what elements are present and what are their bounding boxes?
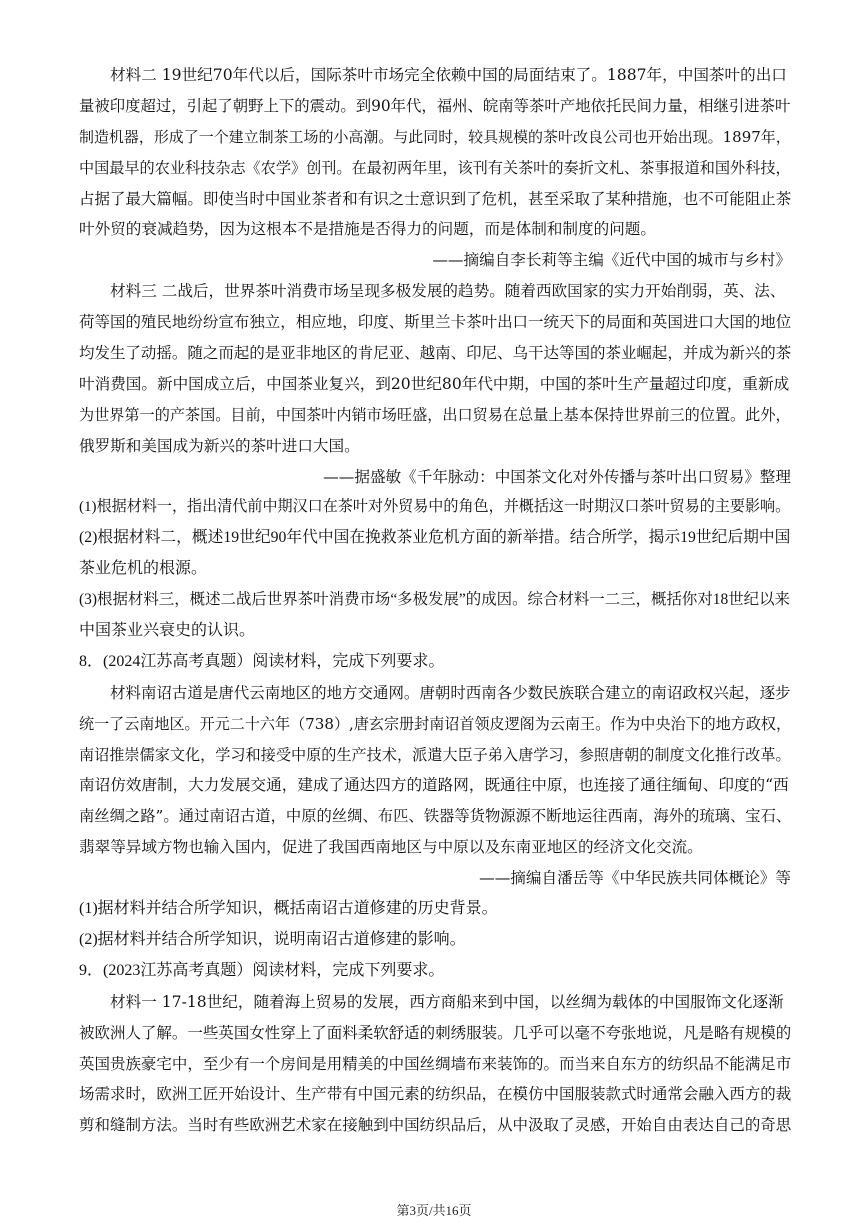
text-line: 为世界第一的产茶国。目前，中国茶叶内销市场旺盛，出口贸易在总量上基本保持世界前三的位置。此外， bbox=[79, 405, 791, 424]
question-line: (2)根据材料二，概述19世纪90年代中国在挽救茶业危机方面的新举措。结合所学，揭示19世纪后期中国 bbox=[79, 529, 791, 547]
text-line: 材料三 二战后，世界茶叶消费市场呈现多极发展的趋势。随着西欧国家的实力开始削弱，英、法、 bbox=[110, 282, 786, 301]
question-line: (3)根据材料三，概述二战后世界茶叶消费市场“多极发展”的成因。综合材料一二三，概括你对18世纪以来 bbox=[79, 591, 790, 609]
question-line: 9．(2023江苏高考真题）阅读材料，完成下列要求。 bbox=[79, 961, 445, 979]
text-line: 材料一 17-18世纪，随着海上贸易的发展，西方商船来到中国，以丝绸为载体的中国服饰文化逐渐 bbox=[110, 992, 784, 1011]
text-line: 叶消费国。新中国成立后，中国茶业复兴，到20世纪80年代中期，中国的茶叶生产量超过印度，重新成 bbox=[79, 374, 790, 393]
question-line: (1)根据材料一，指出清代前中期汉口在茶叶对外贸易中的角色，并概括这一时期汉口茶叶贸易的主要影响。 bbox=[79, 499, 791, 516]
text-line: 被欧洲人了解。一些英国女性穿上了面料柔软舒适的刺绣服装。几乎可以毫不夸张地说，凡是略有规模的 bbox=[79, 1023, 791, 1042]
question-line: (2)据材料并结合所学知识，说明南诏古道修建的影响。 bbox=[79, 930, 466, 948]
text-line: 场需求时，欧洲工匠开始设计、生产带有中国元素的纺织品，在模仿中国服装款式时通常会融入西方的裁 bbox=[79, 1085, 791, 1104]
source-citation: ——摘编自李长莉等主编《近代中国的城市与乡村》 bbox=[432, 251, 791, 270]
text-line: 英国贵族豪宅中，至少有一个房间是用精美的中国丝绸墙布来装饰的。而当来自东方的纺织品不能满足市 bbox=[79, 1054, 791, 1073]
text-line: 中国最早的农业科技杂志《农学》创刊。在最初两年里，该刊有关茶叶的奏折文札、茶事报道和国外科技， bbox=[79, 158, 791, 177]
document-body bbox=[79, 60, 791, 1141]
text-line: 制造机器，形成了一个建立制茶工场的小高潮。与此同时，较具规模的茶叶改良公司也开始出现。1897年， bbox=[79, 127, 791, 146]
text-line: 翡翠等异域方物也输入国内，促进了我国西南地区与中原以及东南亚地区的经济文化交流。 bbox=[79, 838, 703, 857]
question-line: (1)据材料并结合所学知识，概括南诏古道修建的历史背景。 bbox=[79, 900, 498, 918]
text-line: 南诏推崇儒家文化，学习和接受中原的生产技术，派遣大臣子弟入唐学习，参照唐朝的制度文化推行改革。 bbox=[79, 745, 791, 764]
text-line: 均发生了动摇。随之而起的是亚非地区的肯尼亚、越南、印尼、乌干达等国的茶业崛起，并成为新兴的茶 bbox=[79, 344, 791, 363]
source-citation: ——摘编自潘岳等《中华民族共同体概论》等 bbox=[479, 869, 791, 888]
question-line: 茶业危机的根源。 bbox=[79, 560, 208, 578]
text-line: 材料南诏古道是唐代云南地区的地方交通网。唐朝时西南各少数民族联合建立的南诏政权兴起，逐步 bbox=[110, 683, 791, 702]
question-line: 中国茶业兴衰史的认识。 bbox=[79, 622, 256, 640]
question-line: 8．(2024江苏高考真题）阅读材料，完成下列要求。 bbox=[79, 652, 445, 670]
text-line: 叶外贸的衰减趋势，因为这根本不是措施是否得力的问题，而是体制和制度的问题。 bbox=[79, 220, 656, 239]
text-line: 荷等国的殖民地纷纷宣布独立，相应地，印度、斯里兰卡茶叶出口一统天下的局面和英国进口大国的地位 bbox=[79, 313, 791, 332]
text-line: 南丝绸之路”。通过南诏古道，中原的丝绸、布匹、铁器等货物源源不断地运往西南，海外的琉璃、宝石、 bbox=[79, 807, 791, 826]
text-line: 量被印度超过，引起了朝野上下的震动。到90年代，福州、皖南等茶叶产地依托民间力量，相继引进茶叶 bbox=[79, 96, 791, 115]
text-line: 南诏仿效唐制，大力发展交通，建成了通达四方的道路网，既通往中原，也连接了通往缅甸、印度的“西 bbox=[79, 776, 789, 795]
text-line: 俄罗斯和美国成为新兴的茶叶进口大国。 bbox=[79, 436, 360, 455]
text-line: 材料二 19世纪70年代以后，国际茶叶市场完全依赖中国的局面结束了。1887年，中国茶叶的出口 bbox=[110, 66, 787, 84]
page-number: 第3页/共16页 bbox=[396, 1203, 472, 1218]
text-line: 统一了云南地区。开元二十六年（738）,唐玄宗册封南诏首领皮逻阁为云南王。作为中央治下的地方政权， bbox=[79, 714, 791, 733]
source-citation: ——据盛敏《千年脉动：中国茶文化对外传播与茶叶出口贸易》整理 bbox=[323, 467, 791, 486]
text-line: 占据了最大篇幅。即使当时中国业茶者和有识之士意识到了危机，甚至采取了某种措施，也不可能阻止茶 bbox=[79, 189, 791, 208]
text-line: 剪和缝制方法。当时有些欧洲艺术家在接触到中国纺织品后，从中汲取了灵感，开始自由表达自己的奇思 bbox=[79, 1116, 791, 1135]
